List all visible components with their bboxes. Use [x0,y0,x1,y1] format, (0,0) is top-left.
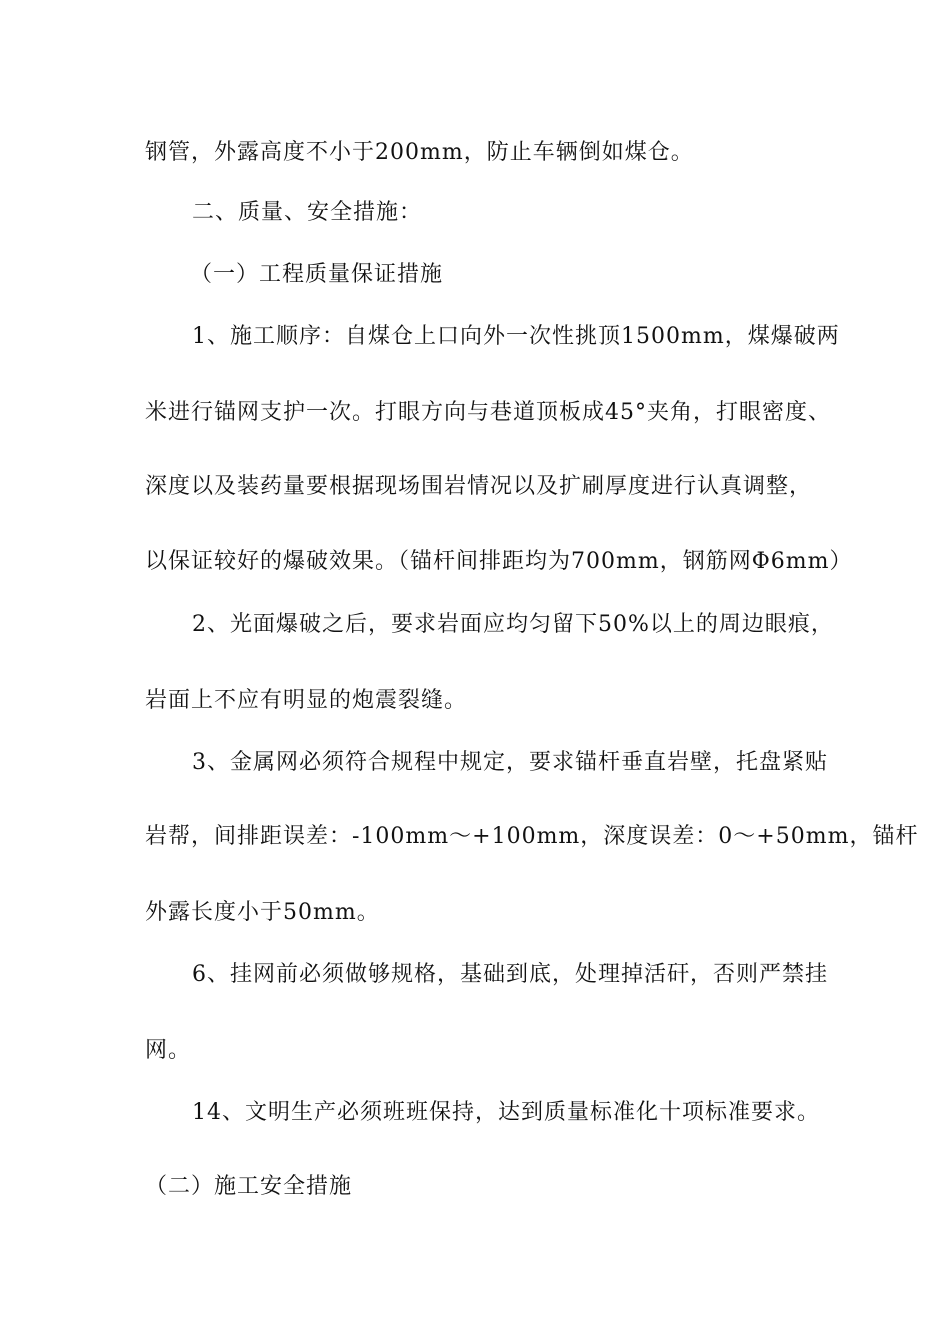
text-line-item1-c: 深度以及装药量要根据现场围岩情况以及扩刷厚度进行认真调整， [145,474,813,499]
text-line-item3-a: 3、金属网必须符合规程中规定，要求锚杆垂直岩壁，托盘紧贴 [192,750,828,775]
text-line-item1-b: 米进行锚网支护一次。打眼方向与巷道顶板成45°夹角，打眼密度、 [145,400,831,425]
section-heading-quality-safety: 二、质量、安全措施： [192,200,423,225]
text-line-1: 钢管，外露高度不小于200mm，防止车辆倒如煤仓。 [145,140,694,165]
subsection-heading-safety: （二）施工安全措施 [145,1174,353,1199]
text-line-item6-a: 6、挂网前必须做够规格，基础到底，处理掉活矸，否则严禁挂 [192,962,828,987]
text-line-item3-b: 岩帮，间排距误差：-100mm～+100mm，深度误差：0～+50mm，锚杆 [145,824,919,849]
subsection-heading-quality: （一）工程质量保证措施 [190,262,444,287]
text-line-item14: 14、文明生产必须班班保持，达到质量标准化十项标准要求。 [192,1100,820,1125]
text-line-item3-c: 外露长度小于50mm。 [145,900,380,925]
text-line-item2-a: 2、光面爆破之后，要求岩面应均匀留下50%以上的周边眼痕， [192,612,834,637]
text-line-item2-b: 岩面上不应有明显的炮震裂缝。 [145,688,468,713]
text-line-item6-b: 网。 [145,1038,192,1063]
text-line-item1-a: 1、施工顺序：自煤仓上口向外一次性挑顶1500mm，煤爆破两 [192,324,840,349]
text-line-item1-d: 以保证较好的爆破效果。（锚杆间排距均为700mm，钢筋网Φ6mm） [145,549,853,574]
